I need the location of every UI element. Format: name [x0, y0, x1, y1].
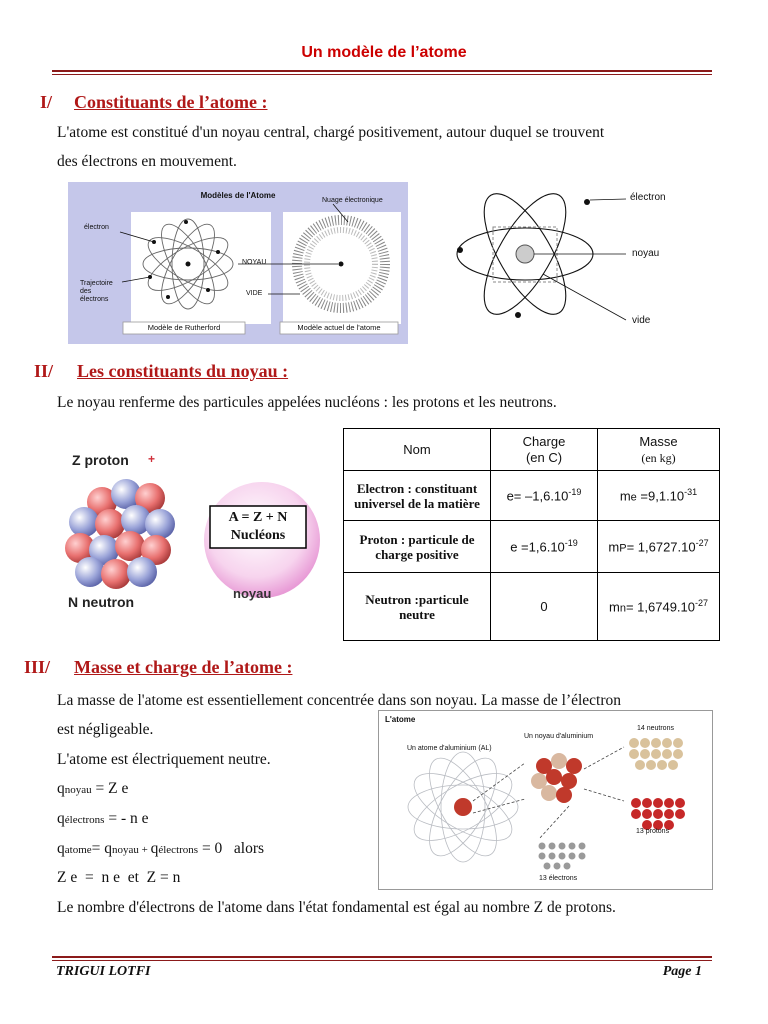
section-2-title: Les constituants du noyau : — [77, 361, 289, 381]
label-trajectoire-3: électrons — [80, 296, 109, 303]
table-row — [344, 471, 720, 521]
eq1-sub: noyau — [64, 784, 92, 796]
th-charge-1: Charge — [522, 433, 566, 449]
row-neutron-masse-sub: n — [619, 602, 626, 615]
section-1-paragraph-line-2: des électrons en mouvement. — [57, 153, 237, 170]
formula-text — [210, 509, 306, 545]
section-3-title: Masse et charge de l’atome : — [74, 657, 293, 677]
section-1-heading — [40, 92, 268, 113]
footer-page-number: Page 1 — [662, 964, 702, 979]
electrons-label: 13 électrons — [539, 875, 578, 882]
eq1-q: q — [57, 780, 65, 797]
particles-table — [343, 428, 720, 641]
label-vide: VIDE — [246, 290, 263, 297]
figure-title: Modèles de l'Atome — [200, 191, 276, 200]
row-electron-masse-m: m — [619, 488, 631, 504]
row-proton-masse-m: m — [608, 539, 620, 555]
aluminium-nucleus-small — [454, 798, 472, 816]
th-charge — [491, 429, 598, 471]
section-1-title: Constituants de l’atome : — [74, 92, 268, 112]
nucleus-figure — [60, 446, 330, 616]
row-neutron-charge — [491, 573, 598, 641]
footer-divider — [52, 956, 712, 958]
label-plus: + — [148, 452, 156, 466]
row-proton-masse-value: = 1,6727.10 — [626, 539, 696, 555]
neutron-grid — [629, 738, 683, 770]
atom-sketch-figure — [448, 182, 708, 342]
equation-q-noyau — [57, 774, 128, 805]
row-proton-masse — [598, 521, 720, 573]
sketch-label-vide: vide — [632, 315, 651, 326]
aluminium-nucleus-label: Un noyau d'aluminium — [524, 733, 594, 740]
header-divider-thin — [52, 74, 712, 75]
atom-sketch-svg — [448, 182, 708, 342]
header-divider — [52, 70, 712, 72]
aluminium-title: L'atome — [385, 715, 416, 724]
row-proton-nom: Proton : particule de charge positive — [344, 521, 491, 573]
nucleon-cluster — [65, 479, 175, 589]
section-1-paragraph-line-1: L'atome est constitué d'un noyau central, chargé positivement, autour duquel se trouvent — [57, 124, 605, 141]
row-proton-masse-sub: P — [619, 542, 627, 555]
neutrons-label: 14 neutrons — [637, 725, 674, 732]
label-trajectoire — [80, 280, 113, 304]
proton-grid — [631, 798, 685, 830]
label-noyau: NOYAU — [242, 259, 267, 266]
eq1-rest: = Z e — [91, 780, 129, 797]
eq2-q: q — [57, 810, 65, 827]
sketch-label-electron: électron — [630, 192, 666, 203]
section-3-line-1: La masse de l'atome est essentiellement concentrée dans son noyau. La masse de l’électron — [57, 692, 622, 709]
row-neutron-masse — [598, 573, 720, 641]
label-nuage: Nuage électronique — [322, 197, 383, 204]
row-electron-masse-value: =9,1.10 — [636, 488, 685, 504]
formula-a-z-n: A = Z + N — [228, 510, 288, 525]
eq3-eq: = q — [91, 840, 113, 857]
section-3-conclusion: Le nombre d'électrons de l'atome dans l'état fondamental est égal au nombre Z de protons. — [57, 899, 616, 916]
electron-grid — [539, 843, 586, 870]
row-electron-charge-value: e= –1,6.10 — [506, 488, 569, 504]
table-row — [344, 521, 720, 573]
aluminium-nucleus-large — [531, 753, 582, 803]
table-header-row — [344, 429, 720, 471]
sketch-nucleus — [516, 245, 534, 263]
row-proton-charge — [491, 521, 598, 573]
row-electron-charge-exp: -19 — [568, 487, 582, 498]
eq3-rest: = 0 alors — [198, 840, 265, 857]
label-electron: électron — [84, 224, 109, 231]
row-proton-charge-exp: -19 — [564, 538, 578, 549]
rutherford-panel — [131, 212, 271, 324]
label-n-neutron: N neutron — [68, 594, 135, 610]
row-neutron-nom: Neutron :particule neutre — [344, 573, 491, 641]
atom-models-figure — [68, 182, 408, 344]
row-electron-charge — [491, 471, 598, 521]
section-3-heading — [24, 657, 292, 678]
row-electron-masse-sub: e — [630, 491, 637, 504]
th-charge-2: (en C) — [525, 449, 563, 465]
formula-nucleons: Nucléons — [230, 528, 286, 543]
eq3-sub3: électrons — [158, 844, 199, 856]
protons-label: 13 protons — [636, 828, 670, 835]
sketch-leader-lines — [534, 199, 626, 320]
page-title: Un modèle de l’atome — [301, 44, 467, 61]
eq3-q: q — [57, 840, 65, 857]
row-neutron-masse-m: m — [608, 599, 620, 615]
label-trajectoire-2: des — [80, 288, 92, 295]
th-masse-2: (en kg) — [641, 450, 676, 465]
caption-modern: Modèle actuel de l'atome — [297, 323, 381, 332]
footer-divider-thin — [52, 960, 712, 961]
eq3-sub: atome — [64, 844, 92, 856]
modern-nucleus — [339, 262, 344, 267]
eq3-sub2: noyau + — [112, 844, 151, 856]
sketch-label-noyau: noyau — [632, 248, 660, 259]
section-2-paragraph: Le noyau renferme des particules appelées nucléons : les protons et les neutrons. — [57, 394, 557, 411]
row-electron-masse-exp: -31 — [684, 487, 698, 498]
section-3-number: III/ — [24, 657, 51, 677]
section-1-number: I/ — [40, 92, 53, 112]
row-neutron-masse-value: = 1,6749.10 — [625, 599, 695, 615]
section-3-line-2: est négligeable. — [57, 721, 154, 738]
row-neutron-charge-value: 0 — [540, 599, 548, 614]
eq3-q2: q — [150, 840, 159, 857]
th-nom: Nom — [344, 429, 491, 471]
row-neutron-masse-exp: -27 — [695, 598, 709, 609]
row-electron-masse — [598, 471, 720, 521]
table-row — [344, 573, 720, 641]
label-noyau-sphere: noyau — [233, 586, 272, 601]
section-2-heading — [34, 361, 288, 382]
row-proton-masse-exp: -27 — [695, 538, 709, 549]
aluminium-atom-label: Un atome d'aluminium (AL) — [407, 745, 492, 752]
footer-author: TRIGUI LOTFI — [56, 964, 151, 979]
equation-q-atome — [57, 834, 264, 865]
label-trajectoire-1: Trajectoire — [80, 280, 113, 287]
eq2-sub: électrons — [64, 814, 105, 826]
equation-q-electrons — [57, 804, 149, 835]
row-proton-charge-value: e =1,6.10 — [510, 539, 565, 555]
label-z-proton: Z proton — [72, 452, 129, 468]
modern-panel — [283, 212, 401, 324]
th-masse — [598, 429, 720, 471]
section-2-number: II/ — [34, 361, 54, 381]
caption-rutherford: Modèle de Rutherford — [147, 323, 221, 332]
rutherford-nucleus — [186, 262, 191, 267]
row-electron-nom: Electron : constituant universel de la matière — [344, 471, 491, 521]
equation-z-n: Z e = n e et Z = n — [57, 869, 181, 886]
aluminium-figure — [378, 710, 713, 890]
atom-models-svg — [68, 182, 408, 344]
section-3-line-3: L'atome est électriquement neutre. — [57, 751, 271, 768]
th-masse-1: Masse — [639, 433, 678, 449]
eq2-rest: = - n e — [104, 810, 149, 827]
